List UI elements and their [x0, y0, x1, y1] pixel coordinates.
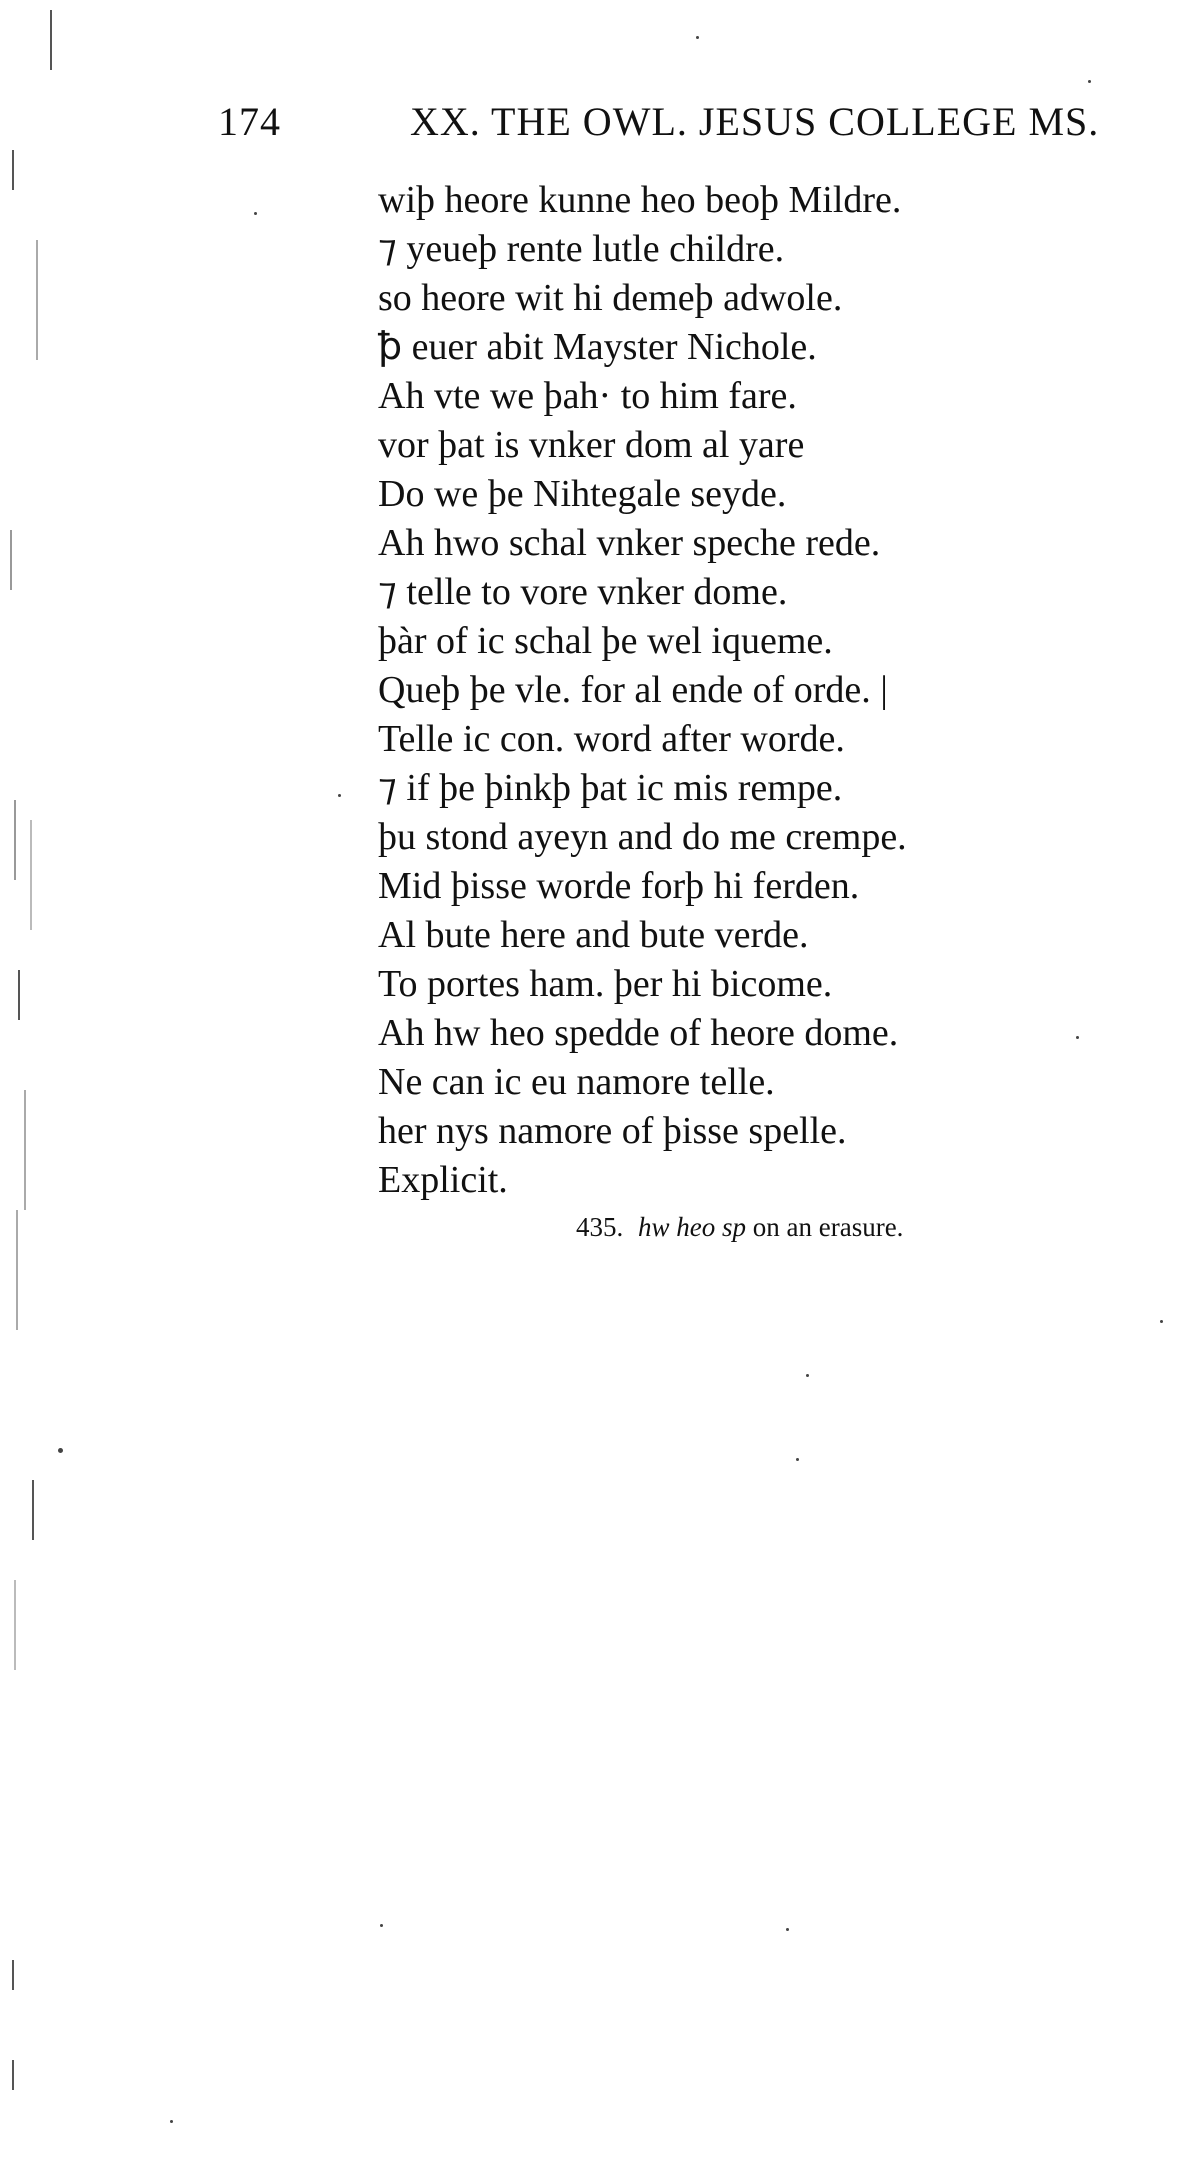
running-title: XX. THE OWL. JESUS COLLEGE MS.: [410, 99, 1100, 144]
scan-speck: [58, 1448, 63, 1453]
verse-line: Explicit.: [378, 1159, 508, 1201]
scan-speck: [806, 1374, 809, 1377]
verse-line: Queþ þe vle. for al ende of orde. |: [378, 669, 888, 711]
scan-speck: [254, 212, 257, 215]
verse-line: Mid þisse worde forþ hi ferden.: [378, 865, 860, 907]
scan-artifact: [12, 150, 14, 190]
scan-speck: [1160, 1320, 1163, 1323]
scan-artifact: [50, 10, 52, 70]
scan-speck: [338, 794, 341, 797]
scan-artifact: [36, 240, 38, 360]
page-number: 174: [218, 99, 281, 144]
verse-line: Ah hw heo spedde of heore dome.: [378, 1012, 899, 1054]
verse-line: ⁊ if þe þinkþ þat ic mis rempe.: [378, 767, 843, 809]
verse-line: her nys namore of þisse spelle.: [378, 1110, 847, 1152]
verse-line: vor þat is vnker dom al yare: [378, 424, 805, 466]
scan-artifact: [24, 1090, 26, 1210]
footnote: [576, 1212, 903, 1243]
scan-speck: [696, 36, 699, 39]
verse-text: [378, 176, 907, 1205]
verse-line: Al bute here and bute verde.: [378, 914, 809, 956]
scan-artifact: [14, 800, 16, 880]
scan-speck: [1076, 1036, 1079, 1039]
verse-line: wiþ heore kunne heo beoþ Mildre.: [378, 179, 902, 221]
verse-line: ⁊ telle to vore vnker dome.: [378, 571, 788, 613]
scan-artifact: [12, 1960, 14, 1990]
verse-line: ⁊ yeueþ rente lutle childre.: [378, 228, 785, 270]
footnote-italic: hw heo sp: [638, 1212, 746, 1242]
verse-line: To portes ham. þer hi bicome.: [378, 963, 833, 1005]
scan-speck: [170, 2120, 173, 2123]
verse-line: Ne can ic eu namore telle.: [378, 1061, 775, 1103]
scan-artifact: [32, 1480, 34, 1540]
verse-line: Telle ic con. word after worde.: [378, 718, 845, 760]
scan-artifact: [14, 1580, 16, 1670]
verse-line: Ah hwo schal vnker speche rede.: [378, 522, 881, 564]
footnote-text: on an erasure.: [752, 1212, 904, 1242]
verse-line: so heore wit hi demeþ adwole.: [378, 277, 843, 319]
verse-line: Do we þe Nihtegale seyde.: [378, 473, 787, 515]
scan-speck: [786, 1928, 789, 1931]
scan-speck: [380, 1924, 383, 1927]
scan-artifact: [30, 820, 32, 930]
scan-artifact: [18, 970, 20, 1020]
scan-speck: [796, 1458, 799, 1461]
verse-line: þàr of ic schal þe wel iqueme.: [378, 620, 833, 662]
footnote-number: 435.: [576, 1212, 624, 1242]
scan-artifact: [12, 2060, 14, 2090]
verse-line: þu stond ayeyn and do me crempe.: [378, 816, 907, 858]
scan-artifact: [10, 530, 12, 590]
scan-speck: [1088, 80, 1091, 83]
scan-artifact: [16, 1210, 18, 1330]
verse-line: Ah vte we þah· to him fare.: [378, 375, 797, 417]
verse-line: ꝥ euer abit Mayster Nichole.: [378, 326, 817, 368]
